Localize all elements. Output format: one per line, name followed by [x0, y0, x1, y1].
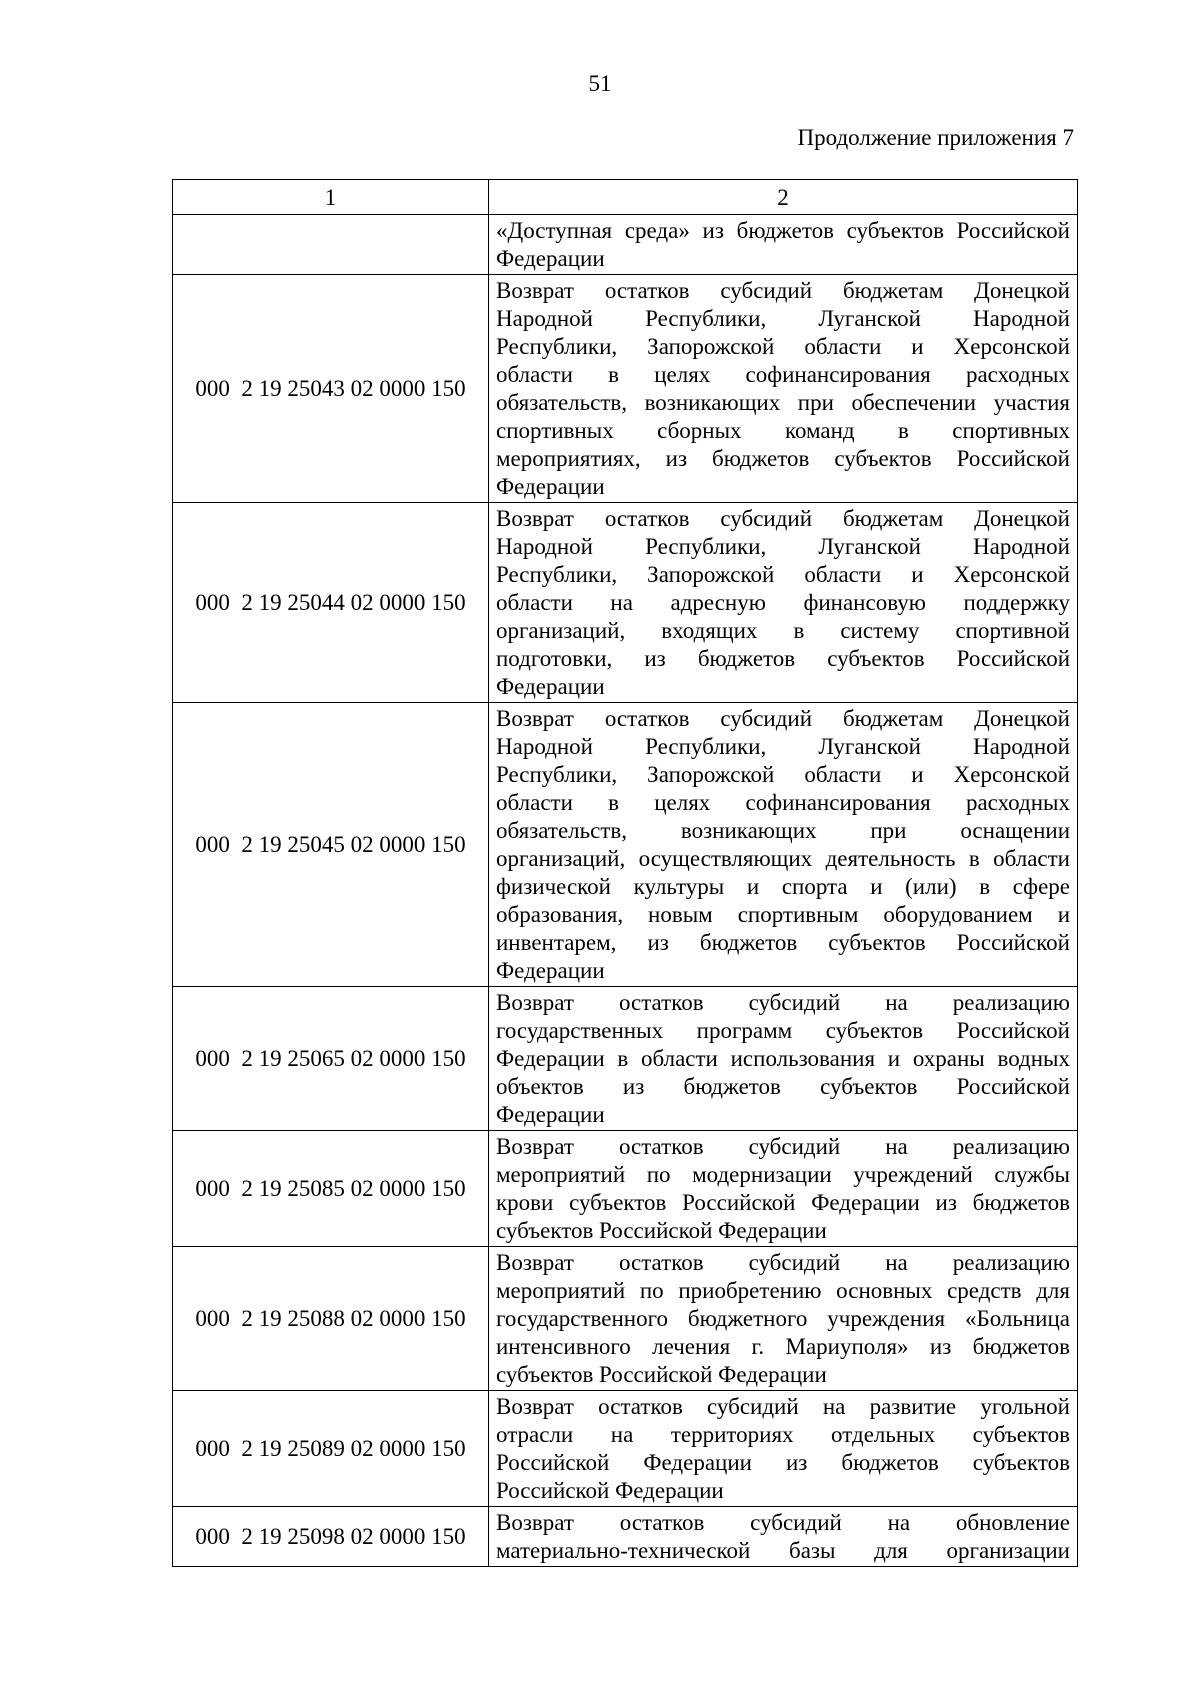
column-header-2: 2: [489, 180, 1078, 215]
description-line: Республики, Запорожской области и Херсонской: [496, 562, 1070, 587]
description-line: крови субъектов Российской Федерации из бюджетов: [496, 1190, 1070, 1215]
description-line: Федерации: [496, 1102, 605, 1127]
description-line: государственного бюджетного учреждения «Больница: [496, 1306, 1070, 1331]
budget-code-cell: 000 2 19 25044 02 0000 150: [173, 503, 489, 703]
description-line: мероприятий по приобретению основных средств для: [496, 1278, 1070, 1303]
description-line: инвентарем, из бюджетов субъектов Российской: [496, 930, 1070, 955]
description-line: отрасли на территориях отдельных субъектов: [496, 1422, 1070, 1447]
description-line: Возврат остатков субсидий на реализацию: [496, 990, 1070, 1015]
description-line: Федерации: [496, 246, 605, 271]
description-line: Народной Республики, Луганской Народной: [496, 734, 1070, 759]
description-line: организаций, входящих в систему спортивной: [496, 618, 1070, 643]
description-line: мероприятий по модернизации учреждений службы: [496, 1162, 1070, 1187]
description-line: «Доступная среда» из бюджетов субъектов Российской: [496, 218, 1070, 243]
budget-code-cell: 000 2 19 25098 02 0000 150: [173, 1507, 489, 1567]
budget-code-cell: 000 2 19 25045 02 0000 150: [173, 703, 489, 987]
description-line: области в целях софинансирования расходных: [496, 362, 1070, 387]
description-line: спортивных сборных команд в спортивных: [496, 418, 1070, 443]
description-line: Республики, Запорожской области и Херсонской: [496, 334, 1070, 359]
description-line: Возврат остатков субсидий на реализацию: [496, 1250, 1070, 1275]
description-line: физической культуры и спорта и (или) в сфере: [496, 874, 1070, 899]
description-line: Федерации: [496, 674, 605, 699]
description-cell: [489, 703, 1078, 987]
page-number: 51: [588, 71, 612, 96]
description-line: интенсивного лечения г. Мариуполя» из бюджетов: [496, 1334, 1070, 1359]
description-line: Возврат остатков субсидий на реализацию: [496, 1134, 1070, 1159]
budget-code-cell: 000 2 19 25043 02 0000 150: [173, 275, 489, 503]
table-body: [173, 215, 1078, 1567]
table-row: [173, 703, 1078, 987]
description-line: объектов из бюджетов субъектов Российской: [496, 1074, 1070, 1099]
table-row: [173, 987, 1078, 1131]
description-line: Российской Федерации: [496, 1478, 724, 1503]
description-line: Возврат остатков субсидий бюджетам Донецкой: [496, 278, 1070, 303]
description-line: организаций, осуществляющих деятельность в области: [496, 846, 1070, 871]
description-line: Возврат остатков субсидий на развитие угольной: [496, 1394, 1070, 1419]
description-cell: [489, 503, 1078, 703]
description-line: Возврат остатков субсидий на обновление: [496, 1510, 1070, 1535]
description-line: области в целях софинансирования расходных: [496, 790, 1070, 815]
column-header-1: 1: [173, 180, 489, 215]
description-line: Федерации в области использования и охраны водных: [496, 1046, 1070, 1071]
table-header-row: [173, 180, 1078, 215]
table-row: [173, 503, 1078, 703]
budget-code-cell: [173, 215, 489, 275]
description-cell: [489, 1247, 1078, 1391]
table-row: [173, 1391, 1078, 1507]
description-cell: [489, 1391, 1078, 1507]
description-line: обязательств, возникающих при обеспечении участия: [496, 390, 1070, 415]
description-line: Российской Федерации из бюджетов субъектов: [496, 1450, 1070, 1475]
description-line: Республики, Запорожской области и Херсонской: [496, 762, 1070, 787]
description-cell: [489, 275, 1078, 503]
description-line: субъектов Российской Федерации: [496, 1218, 827, 1243]
description-line: Народной Республики, Луганской Народной: [496, 534, 1070, 559]
budget-code-cell: 000 2 19 25088 02 0000 150: [173, 1247, 489, 1391]
description-line: мероприятиях, из бюджетов субъектов Российской: [496, 446, 1070, 471]
budget-code-cell: 000 2 19 25065 02 0000 150: [173, 987, 489, 1131]
description-line: государственных программ субъектов Российской: [496, 1018, 1070, 1043]
description-line: области на адресную финансовую поддержку: [496, 590, 1070, 615]
description-cell: [489, 1131, 1078, 1247]
budget-code-cell: 000 2 19 25089 02 0000 150: [173, 1391, 489, 1507]
table-row: [173, 275, 1078, 503]
description-line: Федерации: [496, 474, 605, 499]
description-line: материально-технической базы для организации: [496, 1538, 1070, 1563]
description-line: Возврат остатков субсидий бюджетам Донецкой: [496, 506, 1070, 531]
budget-code-cell: 000 2 19 25085 02 0000 150: [173, 1131, 489, 1247]
description-line: подготовки, из бюджетов субъектов Российской: [496, 646, 1070, 671]
table-row: [173, 215, 1078, 275]
table-row: [173, 1507, 1078, 1567]
description-line: обязательств, возникающих при оснащении: [496, 818, 1070, 843]
table-row: [173, 1247, 1078, 1391]
description-cell: [489, 987, 1078, 1131]
description-line: Возврат остатков субсидий бюджетам Донецкой: [496, 706, 1070, 731]
table-row: [173, 1131, 1078, 1247]
description-cell: [489, 1507, 1078, 1567]
budget-codes-table: [172, 179, 1078, 1567]
appendix-caption: Продолжение приложения 7: [797, 125, 1074, 150]
description-line: субъектов Российской Федерации: [496, 1362, 827, 1387]
description-line: Федерации: [496, 958, 605, 983]
description-line: Народной Республики, Луганской Народной: [496, 306, 1070, 331]
description-cell: [489, 215, 1078, 275]
description-line: образования, новым спортивным оборудованием и: [496, 902, 1070, 927]
